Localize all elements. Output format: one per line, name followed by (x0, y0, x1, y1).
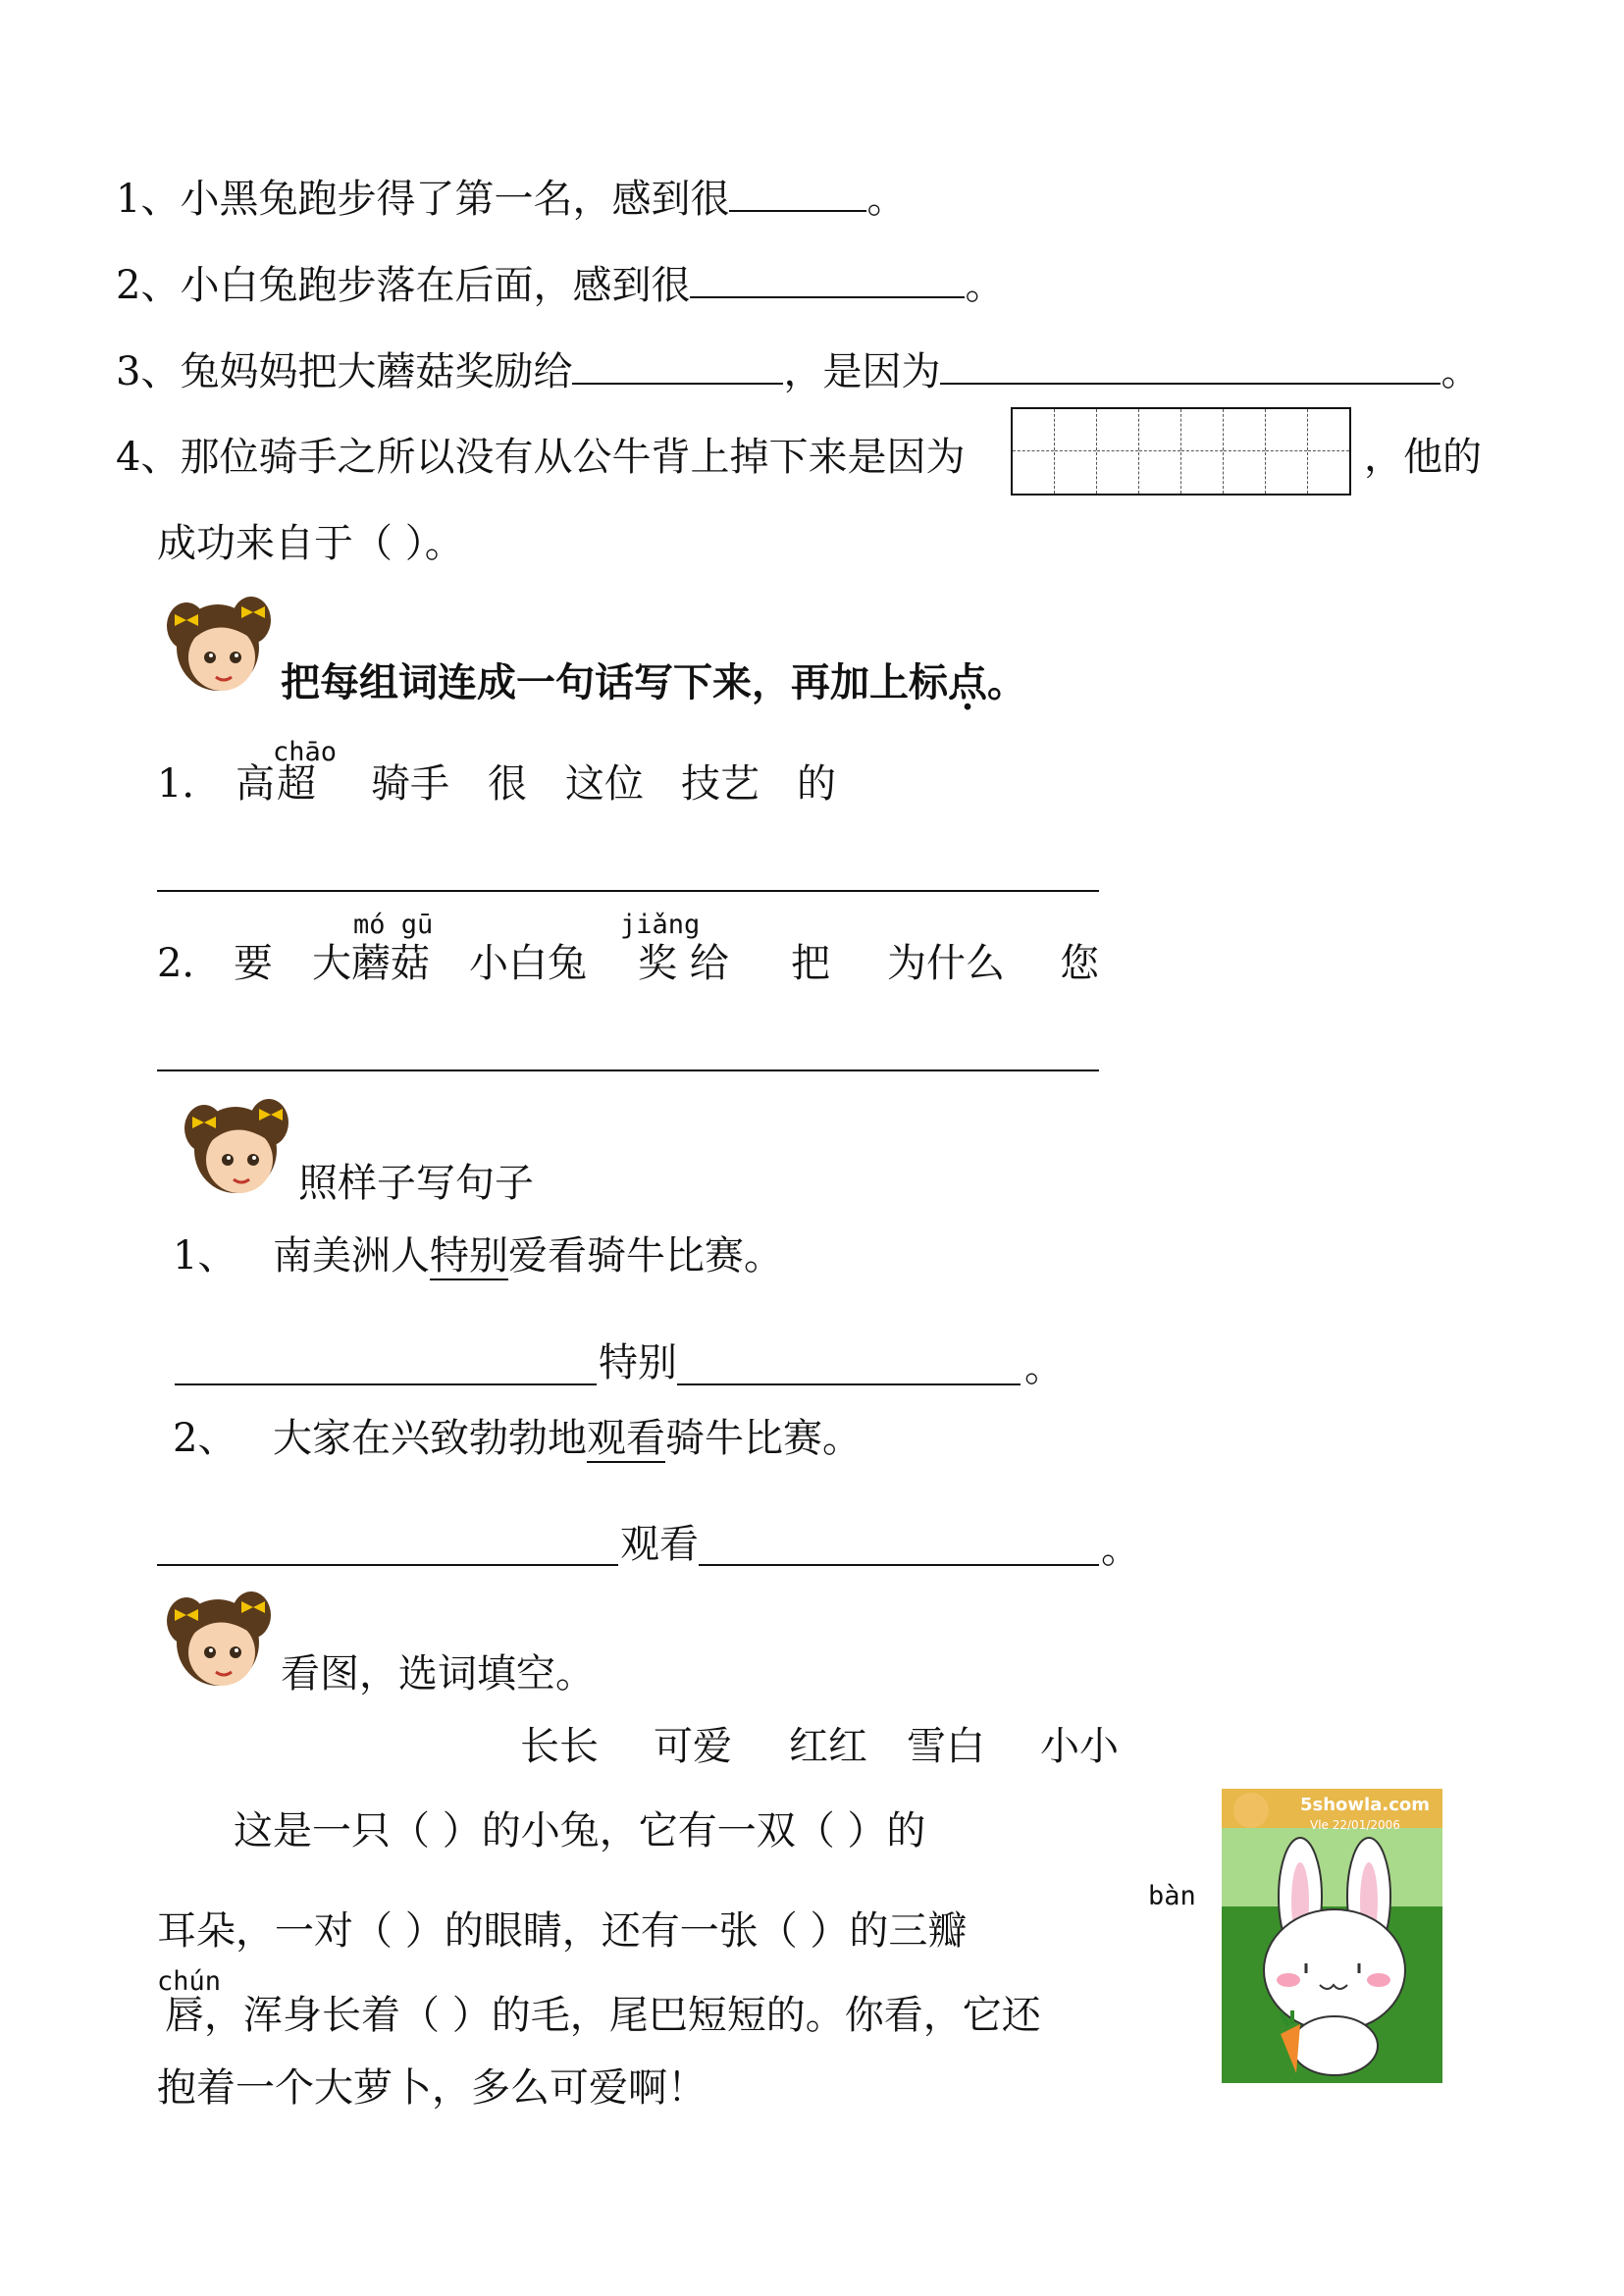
item-1-answer-line[interactable] (157, 890, 1099, 892)
word-choice-3: 红红 (789, 1724, 867, 1769)
item-1-word-1: 高 (236, 761, 275, 807)
example-1-blank-b[interactable] (677, 1383, 1021, 1385)
item-2-word-6: 为什么 (887, 941, 1005, 986)
question-1-text: 1、小黑兔跑步得了第一名，感到很 (116, 177, 730, 222)
example-2-post: 骑牛比赛。 (665, 1416, 862, 1461)
section-2-title (281, 659, 1026, 706)
example-2-pre: 大家在兴致勃勃地 (273, 1416, 587, 1461)
question-2 (116, 261, 1004, 309)
section-2-title-dotted: 点 (948, 659, 987, 705)
question-1 (116, 175, 906, 223)
section-4-title: 看图，选词填空。 (281, 1651, 595, 1696)
question-3 (116, 347, 1480, 395)
item-2-word-3: 小白兔 (469, 941, 587, 986)
bunny-site-text: 5showla.com (1300, 1795, 1430, 1815)
section-3-title: 照样子写句子 (298, 1161, 534, 1206)
answer-blank-2[interactable] (690, 261, 965, 298)
bunny-date-text: Vle 22/01/2006 (1310, 1818, 1400, 1832)
pinyin-chun: chún (157, 1966, 222, 1997)
example-2-fill-end: 。 (1101, 1527, 1140, 1572)
section-2-title-end: 。 (987, 659, 1026, 705)
answer-blank-3a[interactable] (572, 347, 783, 385)
word-choice-2: 可爱 (654, 1724, 732, 1769)
item-2-word-1: 要 (234, 941, 273, 986)
example-1-keyword: 特别 (430, 1233, 508, 1278)
example-1-blank-a[interactable] (175, 1383, 597, 1385)
bunny-picture (1222, 1789, 1442, 2083)
example-1-pre: 南美洲人 (273, 1233, 430, 1278)
question-3-end: 。 (1441, 349, 1481, 394)
question-4-text: 4、那位骑手之所以没有从公牛背上掉下来是因为 (116, 435, 966, 480)
example-1-sentence (273, 1232, 783, 1279)
item-1-word-4: 很 (488, 761, 527, 807)
example-1-number: 1、 (173, 1233, 237, 1278)
item-2-word-5: 把 (791, 941, 830, 986)
example-2-blank-a[interactable] (157, 1564, 618, 1566)
girl-avatar-icon (157, 585, 279, 699)
example-2-blank-b[interactable] (699, 1564, 1099, 1566)
item-1-word-3: 骑手 (371, 761, 449, 807)
item-2-word-2: 大蘑菇 (312, 941, 430, 986)
paragraph-line-3: 唇，浑身长着（ ）的毛，尾巴短短的。你看，它还 (165, 1993, 1041, 2038)
item-2-number: 2． (157, 941, 222, 986)
answer-blank-1[interactable] (729, 175, 866, 212)
answer-grid-4[interactable] (1011, 407, 1351, 496)
paragraph-line-1: 这是一只（ ）的小兔，它有一双（ ）的 (234, 1808, 926, 1853)
question-1-end: 。 (866, 177, 907, 222)
item-1-word-6: 技艺 (681, 761, 760, 807)
question-2-text: 2、小白兔跑步落在后面，感到很 (116, 263, 691, 308)
item-1-word-5: 这位 (565, 761, 644, 807)
item-2-answer-line[interactable] (157, 1070, 1099, 1071)
example-2-keyword: 观看 (587, 1416, 665, 1461)
example-1-fill-end: 。 (1024, 1345, 1064, 1390)
answer-blank-3b[interactable] (940, 347, 1441, 385)
girl-avatar-icon (175, 1087, 296, 1201)
word-choice-4: 雪白 (907, 1724, 985, 1769)
paragraph-line-2: 耳朵，一对（ ）的眼睛，还有一张（ ）的三瓣 (157, 1908, 968, 1954)
item-1-word-2: 超 (277, 761, 316, 807)
question-3-mid: ，是因为 (783, 349, 941, 394)
question-2-end: 。 (965, 263, 1005, 308)
example-1-fill-word: 特别 (599, 1340, 677, 1385)
word-choice-1: 长长 (520, 1724, 599, 1769)
example-2-number: 2、 (173, 1416, 237, 1461)
item-2-word-7: 您 (1060, 941, 1099, 986)
pinyin-chao: chāo (273, 737, 338, 767)
item-2-word-4: 奖 给 (638, 941, 729, 986)
example-2-fill-word: 观看 (620, 1522, 699, 1567)
word-choice-5: 小小 (1040, 1724, 1119, 1769)
section-2-title-text: 把每组词连成一句话写下来，再加上标 (281, 659, 948, 705)
example-2-sentence (273, 1415, 862, 1462)
item-1-word-7: 的 (797, 761, 836, 807)
girl-avatar-icon (157, 1580, 279, 1694)
pinyin-mogu: mó gū (353, 910, 434, 940)
example-1-post: 爱看骑牛比赛。 (508, 1233, 783, 1278)
question-4-end: ，他的 (1364, 435, 1482, 480)
paragraph-line-4: 抱着一个大萝卜，多么可爱啊！ (157, 2065, 707, 2111)
item-1-number: 1． (157, 761, 222, 807)
question-3-text: 3、兔妈妈把大蘑菇奖励给 (116, 349, 573, 394)
pinyin-jiang: jiǎng (620, 910, 701, 940)
question-4-line2: 成功来自于（ ）。 (157, 521, 464, 566)
pinyin-ban: bàn (1148, 1881, 1196, 1911)
